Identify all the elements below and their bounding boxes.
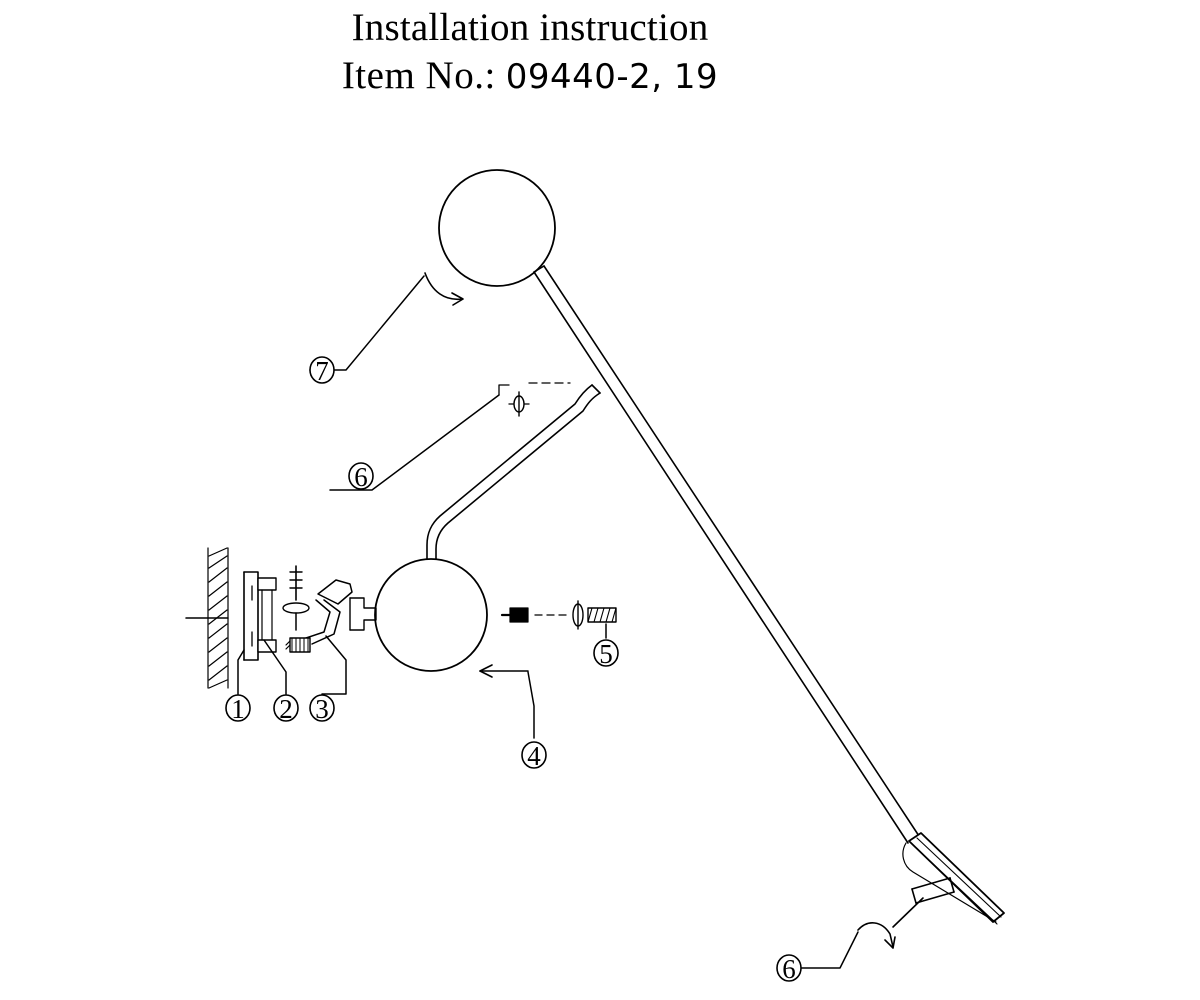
arm-joint-screw bbox=[499, 383, 570, 416]
callout-6-upper bbox=[349, 462, 373, 492]
page-title: Installation instruction bbox=[351, 6, 709, 49]
callout-3 bbox=[310, 694, 334, 724]
callout-6-lower bbox=[777, 954, 801, 984]
callout-7-label: 7 bbox=[315, 356, 329, 386]
leader-4 bbox=[528, 672, 534, 738]
callout-4 bbox=[522, 741, 546, 771]
screwdriver-tool bbox=[283, 566, 309, 630]
leader-1 bbox=[238, 650, 244, 694]
set-screw bbox=[893, 878, 954, 927]
callout-5 bbox=[594, 639, 618, 669]
callout-4-label: 4 bbox=[527, 741, 541, 771]
globe-pointer-arrow bbox=[480, 665, 528, 677]
callout-7 bbox=[310, 356, 334, 386]
callout-6-upper-label: 6 bbox=[354, 462, 368, 492]
rotation-arrow-lower bbox=[858, 923, 895, 948]
upper-globe-shade bbox=[439, 170, 555, 286]
callout-markers bbox=[226, 356, 801, 984]
lower-globe-shade bbox=[375, 559, 487, 671]
wall-surface-hatching bbox=[186, 548, 228, 688]
callout-6-lower-label: 6 bbox=[782, 954, 796, 984]
leader-6-lower bbox=[800, 932, 858, 968]
curved-arm bbox=[427, 385, 600, 562]
mounting-bracket bbox=[244, 572, 276, 660]
item-number-value: 09440-2, 19 bbox=[505, 57, 719, 97]
callout-2 bbox=[274, 694, 298, 724]
wall-anchor-and-screw bbox=[502, 601, 616, 629]
long-arm bbox=[534, 266, 919, 843]
callout-5-label: 5 bbox=[599, 639, 613, 669]
callout-3-label: 3 bbox=[315, 694, 329, 724]
callout-2-label: 2 bbox=[279, 694, 293, 724]
callout-1 bbox=[226, 694, 250, 724]
leader-3 bbox=[322, 636, 346, 694]
rotation-arrow-upper bbox=[425, 273, 463, 305]
callout-1-label: 1 bbox=[231, 694, 245, 724]
counterweight-plate bbox=[903, 833, 1004, 924]
item-number-label: Item No.: bbox=[341, 54, 496, 97]
